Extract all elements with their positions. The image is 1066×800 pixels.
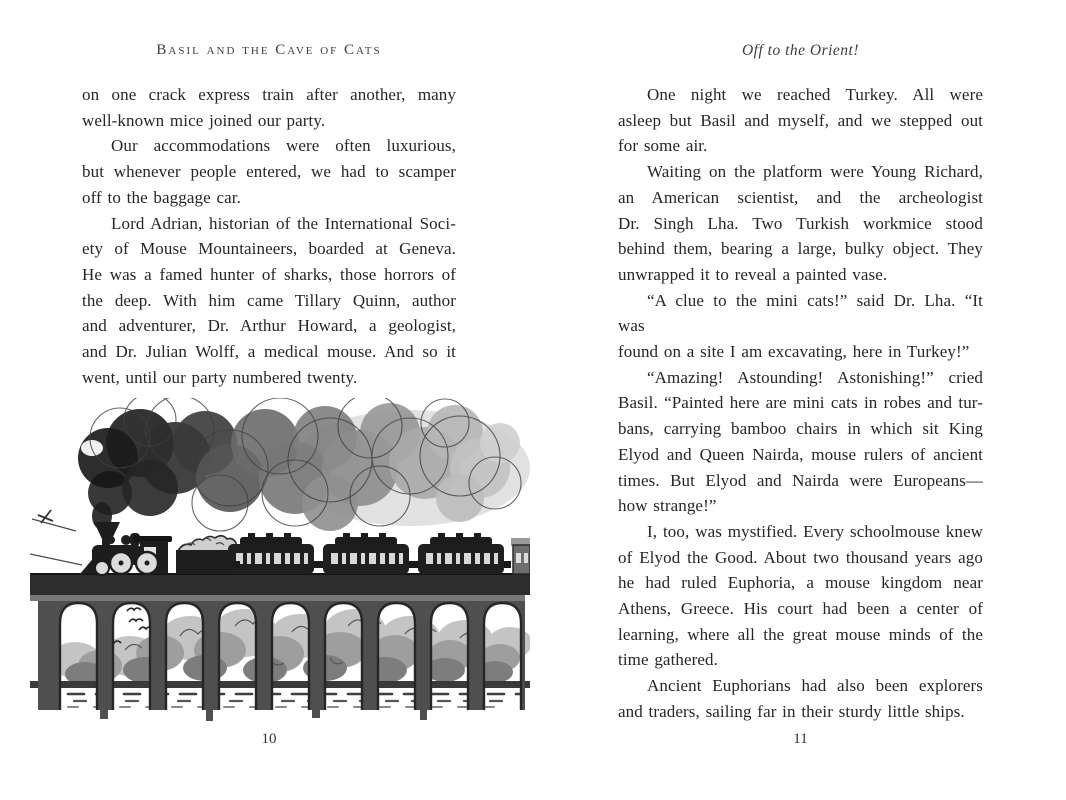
text-line: He was a famed hunter of sharks, those horrors of [82, 264, 456, 284]
text-line: I, too, was mystified. Every schoolmouse knew [647, 521, 983, 541]
passenger-car [418, 533, 504, 574]
left-page-body [82, 82, 456, 390]
text-line: behind them, bearing a large, bulky object. They [618, 239, 983, 259]
text-line: “Amazing! Astounding! Astonishing!” cried [647, 367, 983, 387]
text-line: Dr. Singh Lha. Two Turkish workmice stood [618, 213, 983, 233]
text-line: Our accommodations were often luxurious, [111, 136, 456, 156]
text-line: ety of Mouse Mountaineers, boarded at Geneva. [82, 239, 456, 259]
partial-car [511, 538, 530, 574]
text-line: off to the baggage car. [82, 187, 241, 207]
running-head-left: Basil and the Cave of Cats [156, 42, 382, 58]
train [80, 522, 530, 575]
text-line: Basil. “Painted here are mini cats in robes and tur- [618, 393, 983, 413]
running-head-right: Off to the Orient! [741, 42, 860, 59]
page-number-left: 10 [261, 731, 277, 747]
text-line: the deep. With him came Tillary Quinn, author [82, 290, 456, 310]
text-line: how strange!” [618, 496, 717, 516]
text-line: One night we reached Turkey. All were [647, 85, 983, 104]
passenger-car [228, 533, 314, 574]
text-line: asleep but Basil and myself, and we stepped out [618, 110, 983, 130]
text-line: well-known mice joined our party. [82, 110, 326, 130]
text-line: Waiting on the platform were Young Richard, [647, 162, 983, 182]
text-line: on one crack express train after another, many [82, 85, 456, 104]
text-line: “A clue to the mini cats!” said Dr. Lha. “It was [618, 290, 983, 336]
train-illustration [30, 398, 530, 723]
text-line: he had ruled Euphoria, a mouse kingdom near [618, 573, 983, 593]
text-line: but whenever people entered, we had to scamper [82, 162, 456, 182]
text-line: for some air. [618, 136, 708, 156]
text-line: Ancient Euphorians had also been explorers [647, 676, 983, 696]
right-page-body [618, 82, 983, 725]
text-line: an American scientist, and the archeologist [618, 187, 983, 207]
locomotive [80, 522, 172, 575]
text-line: Lord Adrian, historian of the International Soci- [111, 213, 456, 233]
text-line: unwrapped it to reveal a painted vase. [618, 264, 888, 284]
text-line: time gathered. [618, 650, 718, 670]
text-line: found on a site I am excavating, here in Turkey!” [618, 342, 970, 362]
smoke-cloud [78, 398, 530, 531]
passenger-car [323, 533, 409, 574]
text-line: and traders, sailing far in their sturdy little ships. [618, 701, 965, 721]
text-line: bans, carrying bamboo chairs in which sit King [618, 419, 983, 439]
text-line: and Dr. Julian Wolff, a medical mouse. And so it [82, 342, 456, 362]
text-line: times. But Elyod and Nairda were Europeans— [618, 470, 983, 490]
text-line: of Elyod the Good. About two thousand years ago [618, 547, 983, 567]
text-line: and adventurer, Dr. Arthur Howard, a geologist, [82, 316, 456, 336]
text-line: Athens, Greece. His court had been a center of [618, 599, 983, 619]
text-line: went, until our party numbered twenty. [82, 367, 358, 387]
text-line: learning, where all the great mouse minds of the [618, 624, 983, 644]
text-line: Elyod and Queen Nairda, mouse rulers of ancient [618, 444, 983, 464]
page-number-right: 11 [793, 731, 808, 747]
